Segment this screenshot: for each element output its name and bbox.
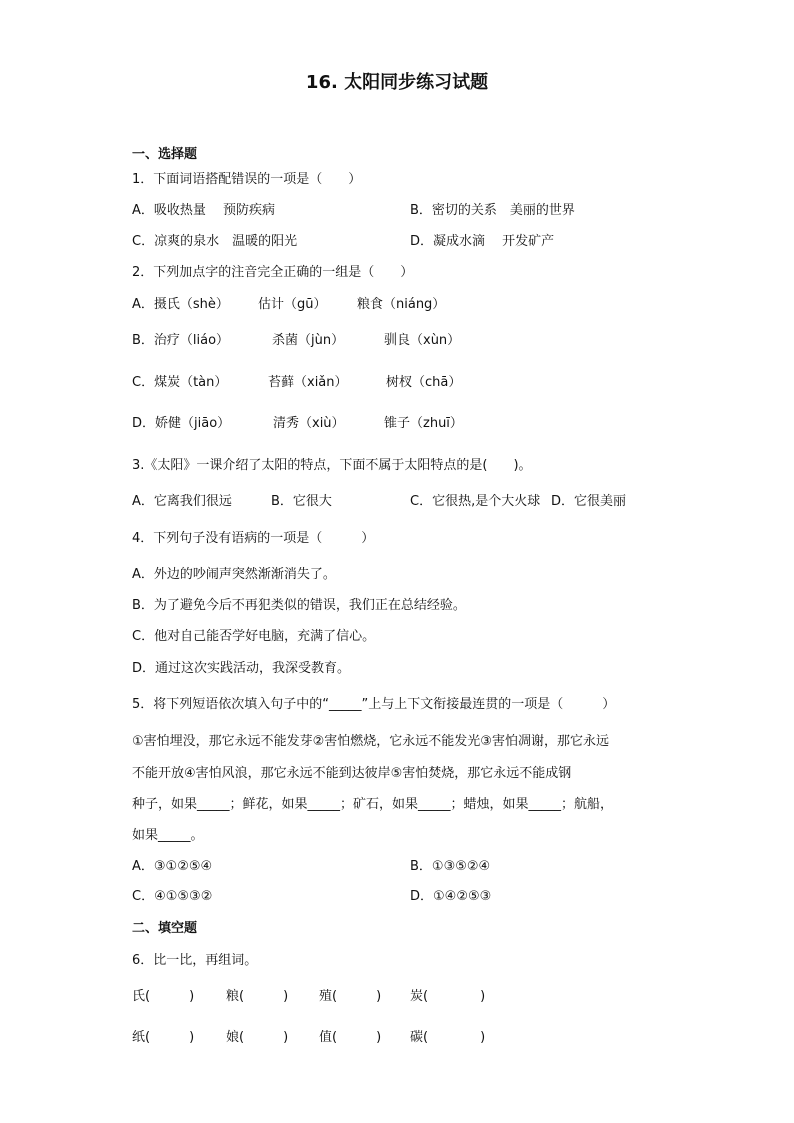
- question-2-stem: 2．下列加点字的注音完全正确的一组是（ ）: [132, 265, 414, 280]
- question-1-option-b: B．密切的关系 美丽的世界: [410, 203, 575, 218]
- question-5-phrases-line2: 不能开放④害怕风浪，那它永远不能到达彼岸⑤害怕焚烧，那它永远不能成钢: [132, 766, 572, 781]
- question-4-option-b: B．为了避免今后不再犯类似的错误，我们正在总结经验。: [132, 598, 466, 613]
- section-heading-fill: 二、填空题: [132, 921, 198, 936]
- question-5-option-b: B．①③⑤②④: [410, 859, 491, 874]
- question-6-item: 炭( ): [410, 989, 486, 1004]
- question-4-option-c: C．他对自己能否学好电脑，充满了信心。: [132, 629, 376, 644]
- question-1-option-c: C．凉爽的泉水 温暖的阳光: [132, 234, 298, 249]
- question-5-sentence-line2: 如果_____。: [132, 828, 204, 843]
- question-2-option-c-word2: 苔藓（xiǎn）: [268, 375, 348, 390]
- question-2-option-a-word3: 粮食（niáng）: [357, 297, 446, 312]
- question-6-item: 粮( ): [226, 989, 289, 1004]
- page-title: 16. 太阳同步练习试题: [305, 72, 489, 93]
- question-4-option-a: A．外边的吵闹声突然渐渐消失了。: [132, 567, 336, 582]
- question-3-option-d: D．它很美丽: [551, 494, 627, 509]
- question-5-stem: 5．将下列短语依次填入句子中的“_____”上与上下文衔接最连贯的一项是（ ）: [132, 697, 616, 712]
- question-6-stem: 6．比一比，再组词。: [132, 953, 258, 968]
- question-2-option-a: A．摄氏（shè）: [132, 297, 229, 312]
- question-6-item: 殖( ): [319, 989, 382, 1004]
- question-2-option-b-word2: 杀菌（jùn）: [272, 333, 345, 348]
- question-1-option-d: D．凝成水滴 开发矿产: [410, 234, 555, 249]
- question-5-option-c: C．④①⑤③②: [132, 889, 213, 904]
- question-2-option-d-word3: 锥子（zhuī）: [384, 416, 463, 431]
- section-heading-choice: 一、选择题: [132, 147, 198, 162]
- question-2-option-a-word2: 估计（gū）: [258, 297, 327, 312]
- question-5-phrases-line1: ①害怕埋没，那它永远不能发芽②害怕燃烧，它永远不能发光③害怕凋谢，那它永远: [132, 734, 609, 749]
- question-2-option-b-word3: 驯良（xùn）: [384, 333, 461, 348]
- question-3-option-c: C．它很热,是个大火球: [410, 494, 541, 509]
- question-6-item: 氏( ): [132, 989, 195, 1004]
- question-5-option-d: D．①④②⑤③: [410, 889, 492, 904]
- question-6-item: 娘( ): [226, 1030, 289, 1045]
- question-3-option-b: B．它很大: [271, 494, 332, 509]
- question-4-option-d: D．通过这次实践活动，我深受教育。: [132, 661, 351, 676]
- question-4-stem: 4．下列句子没有语病的一项是（ ）: [132, 531, 375, 546]
- question-2-option-c: C．煤炭（tàn）: [132, 375, 228, 390]
- question-5-sentence-line1: 种子，如果_____；鲜花，如果_____；矿石，如果_____；蜡烛，如果_____；航船，: [132, 797, 614, 812]
- question-6-item: 碳( ): [410, 1030, 486, 1045]
- question-6-item: 值( ): [319, 1030, 382, 1045]
- question-2-option-d-word2: 清秀（xiù）: [273, 416, 345, 431]
- question-6-item: 纸( ): [132, 1030, 195, 1045]
- question-2-option-c-word3: 树杈（chā）: [386, 375, 462, 390]
- question-3-option-a: A．它离我们很远: [132, 494, 232, 509]
- question-2-option-d: D．娇健（jiāo）: [132, 416, 231, 431]
- question-3-stem: 3.《太阳》一课介绍了太阳的特点，下面不属于太阳特点的是( )。: [132, 458, 532, 473]
- question-1-option-a: A．吸收热量 预防疾病: [132, 203, 276, 218]
- question-2-option-b: B．治疗（liáo）: [132, 333, 230, 348]
- question-1-stem: 1．下面词语搭配错误的一项是（ ）: [132, 172, 362, 187]
- question-5-option-a: A．③①②⑤④: [132, 859, 213, 874]
